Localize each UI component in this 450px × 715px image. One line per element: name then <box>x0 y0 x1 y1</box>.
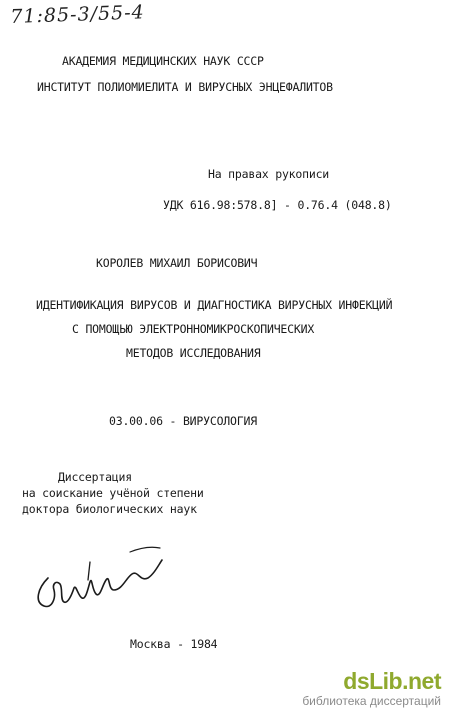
watermark-logo: dsLib.net <box>343 668 441 694</box>
academy-name: АКАДЕМИЯ МЕДИЦИНСКИХ НАУК СССР <box>62 54 264 68</box>
author-name: КОРОЛЕВ МИХАИЛ БОРИСОВИЧ <box>96 256 258 270</box>
title-line-1: ИДЕНТИФИКАЦИЯ ВИРУСОВ И ДИАГНОСТИКА ВИРУСНЫХ ИНФЕКЦИЙ <box>36 298 393 312</box>
city-year: Москва - 1984 <box>130 637 218 651</box>
dslib-watermark <box>265 668 445 710</box>
watermark-tagline: библиотека диссертаций <box>302 694 441 708</box>
institute-name: ИНСТИТУТ ПОЛИОМИЕЛИТА И ВИРУСНЫХ ЭНЦЕФАЛИТОВ <box>37 80 333 94</box>
archive-stamp: 71:85-3/55-4 <box>10 1 146 28</box>
dissertation-line-1: Диссертация <box>58 470 132 484</box>
title-line-3: МЕТОДОВ ИССЛЕДОВАНИЯ <box>126 346 261 360</box>
rights-note: На правах рукописи <box>208 167 330 181</box>
specialty-code: 03.00.06 - ВИРУСОЛОГИЯ <box>109 414 257 428</box>
title-line-2: С ПОМОЩЬЮ ЭЛЕКТРОННОМИКРОСКОПИЧЕСКИХ <box>72 322 315 336</box>
dissertation-line-3: доктора биологических наук <box>22 502 197 516</box>
dissertation-line-2: на соискание учёной степени <box>22 486 204 500</box>
udk-code: УДК 616.98:578.8] - 0.76.4 (048.8) <box>163 198 392 212</box>
handwritten-signature <box>30 540 170 620</box>
